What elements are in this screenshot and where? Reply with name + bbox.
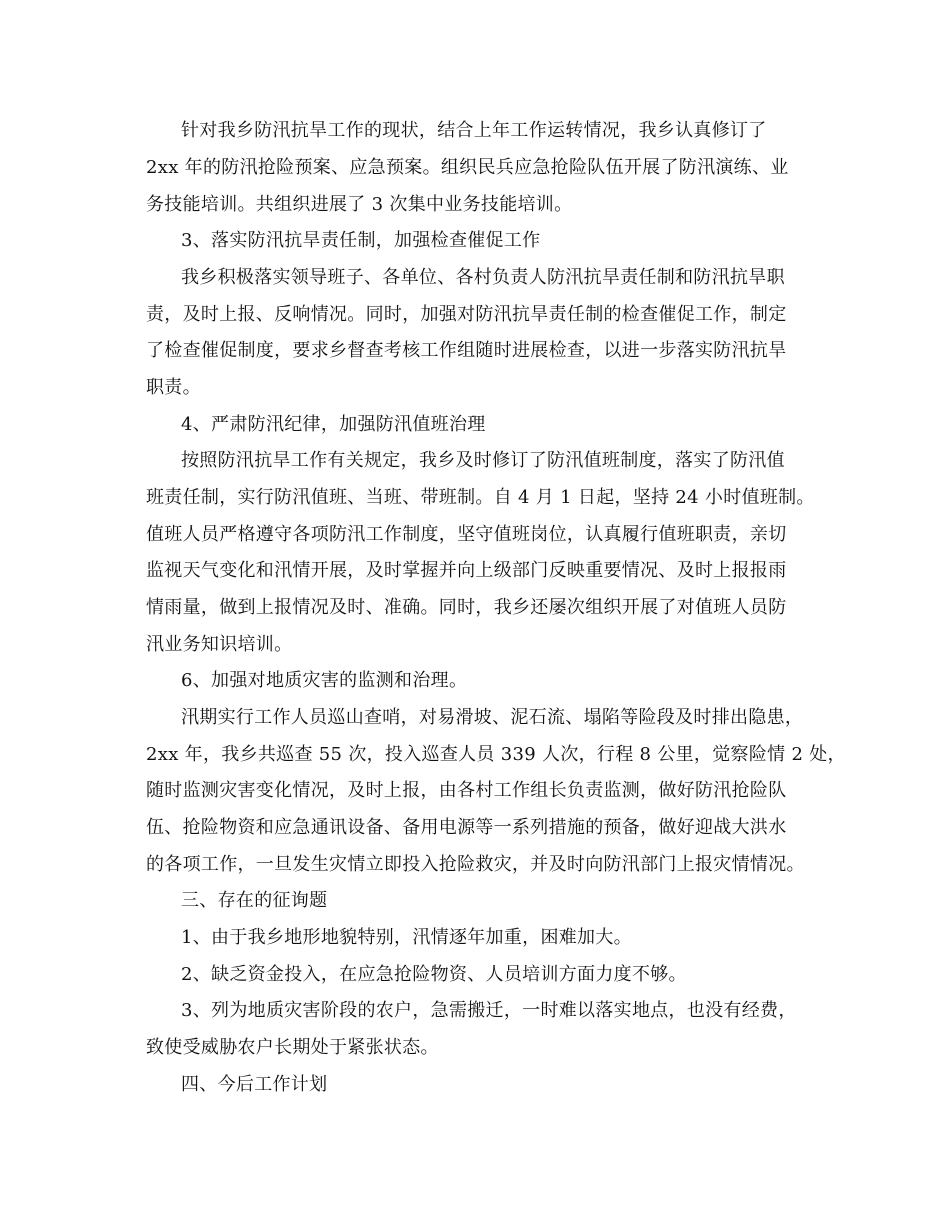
paragraph-line: 的各项工作，一旦发生灾情立即投入抢险救灾，并及时向防汛部门上报灾情情况。 (146, 854, 805, 875)
paragraph-line: 职责。 (146, 377, 201, 398)
paragraph-line: 致使受威胁农户长期处于紧张状态。 (146, 1037, 439, 1058)
section-heading: 三、存在的征询题 (181, 890, 328, 911)
paragraph-line: 按照防汛抗旱工作有关规定，我乡及时修订了防汛值班制度，落实了防汛值 (181, 450, 785, 471)
list-item: 3、列为地质灾害阶段的农户，急需搬迁，一时难以落实地点，也没有经费， (181, 1000, 797, 1021)
paragraph-line: 针对我乡防汛抗旱工作的现状，结合上年工作运转情况，我乡认真修订了 (181, 120, 767, 141)
paragraph-line: 我乡积极落实领导班子、各单位、各村负责人防汛抗旱责任制和防汛抗旱职 (181, 267, 785, 288)
paragraph-line: 责，及时上报、反响情况。同时，加强对防汛抗旱责任制的检查催促工作，制定 (146, 304, 787, 325)
paragraph-line: 伍、抢险物资和应急通讯设备、备用电源等一系列措施的预备，做好迎战大洪水 (146, 817, 787, 838)
list-item: 1、由于我乡地形地貌特别，汛情逐年加重，困难加大。 (181, 927, 632, 948)
paragraph-line: 情雨量，做到上报情况及时、准确。同时，我乡还屡次组织开展了对值班人员防 (146, 597, 787, 618)
paragraph-line: 值班人员严格遵守各项防汛工作制度，坚守值班岗位，认真履行值班职责，亲切 (146, 524, 787, 545)
paragraph-line: 2xx 年的防汛抢险预案、应急预案。组织民兵应急抢险队伍开展了防汛演练、业 (146, 157, 789, 178)
paragraph-line: 班责任制，实行防汛值班、当班、带班制。自 4 月 1 日起，坚持 24 小时值班制。 (146, 487, 815, 508)
paragraph-line: 了检查催促制度，要求乡督查考核工作组随时进展检查，以进一步落实防汛抗旱 (146, 340, 787, 361)
paragraph-line: 监视天气变化和汛情开展，及时掌握并向上级部门反映重要情况、及时上报报雨 (146, 560, 787, 581)
section-heading: 6、加强对地质灾害的监测和治理。 (181, 670, 468, 691)
paragraph-line: 汛业务知识培训。 (146, 634, 293, 655)
paragraph-line: 随时监测灾害变化情况，及时上报，由各村工作组长负责监测，做好防汛抢险队 (146, 780, 787, 801)
paragraph-line: 务技能培训。共组织进展了 3 次集中业务技能培训。 (146, 194, 573, 215)
section-heading: 四、今后工作计划 (181, 1074, 328, 1095)
paragraph-line: 2xx 年，我乡共巡查 55 次，投入巡查人员 339 人次，行程 8 公里，觉察险情 2 处， (146, 744, 846, 765)
section-heading: 4、严肃防汛纪律，加强防汛值班治理 (181, 414, 486, 435)
list-item: 2、缺乏资金投入，在应急抢险物资、人员培训方面力度不够。 (181, 964, 687, 985)
paragraph-line: 汛期实行工作人员巡山查哨，对易滑坡、泥石流、塌陷等险段及时排出隐患， (181, 707, 804, 728)
section-heading: 3、落实防汛抗旱责任制，加强检查催促工作 (181, 230, 541, 251)
